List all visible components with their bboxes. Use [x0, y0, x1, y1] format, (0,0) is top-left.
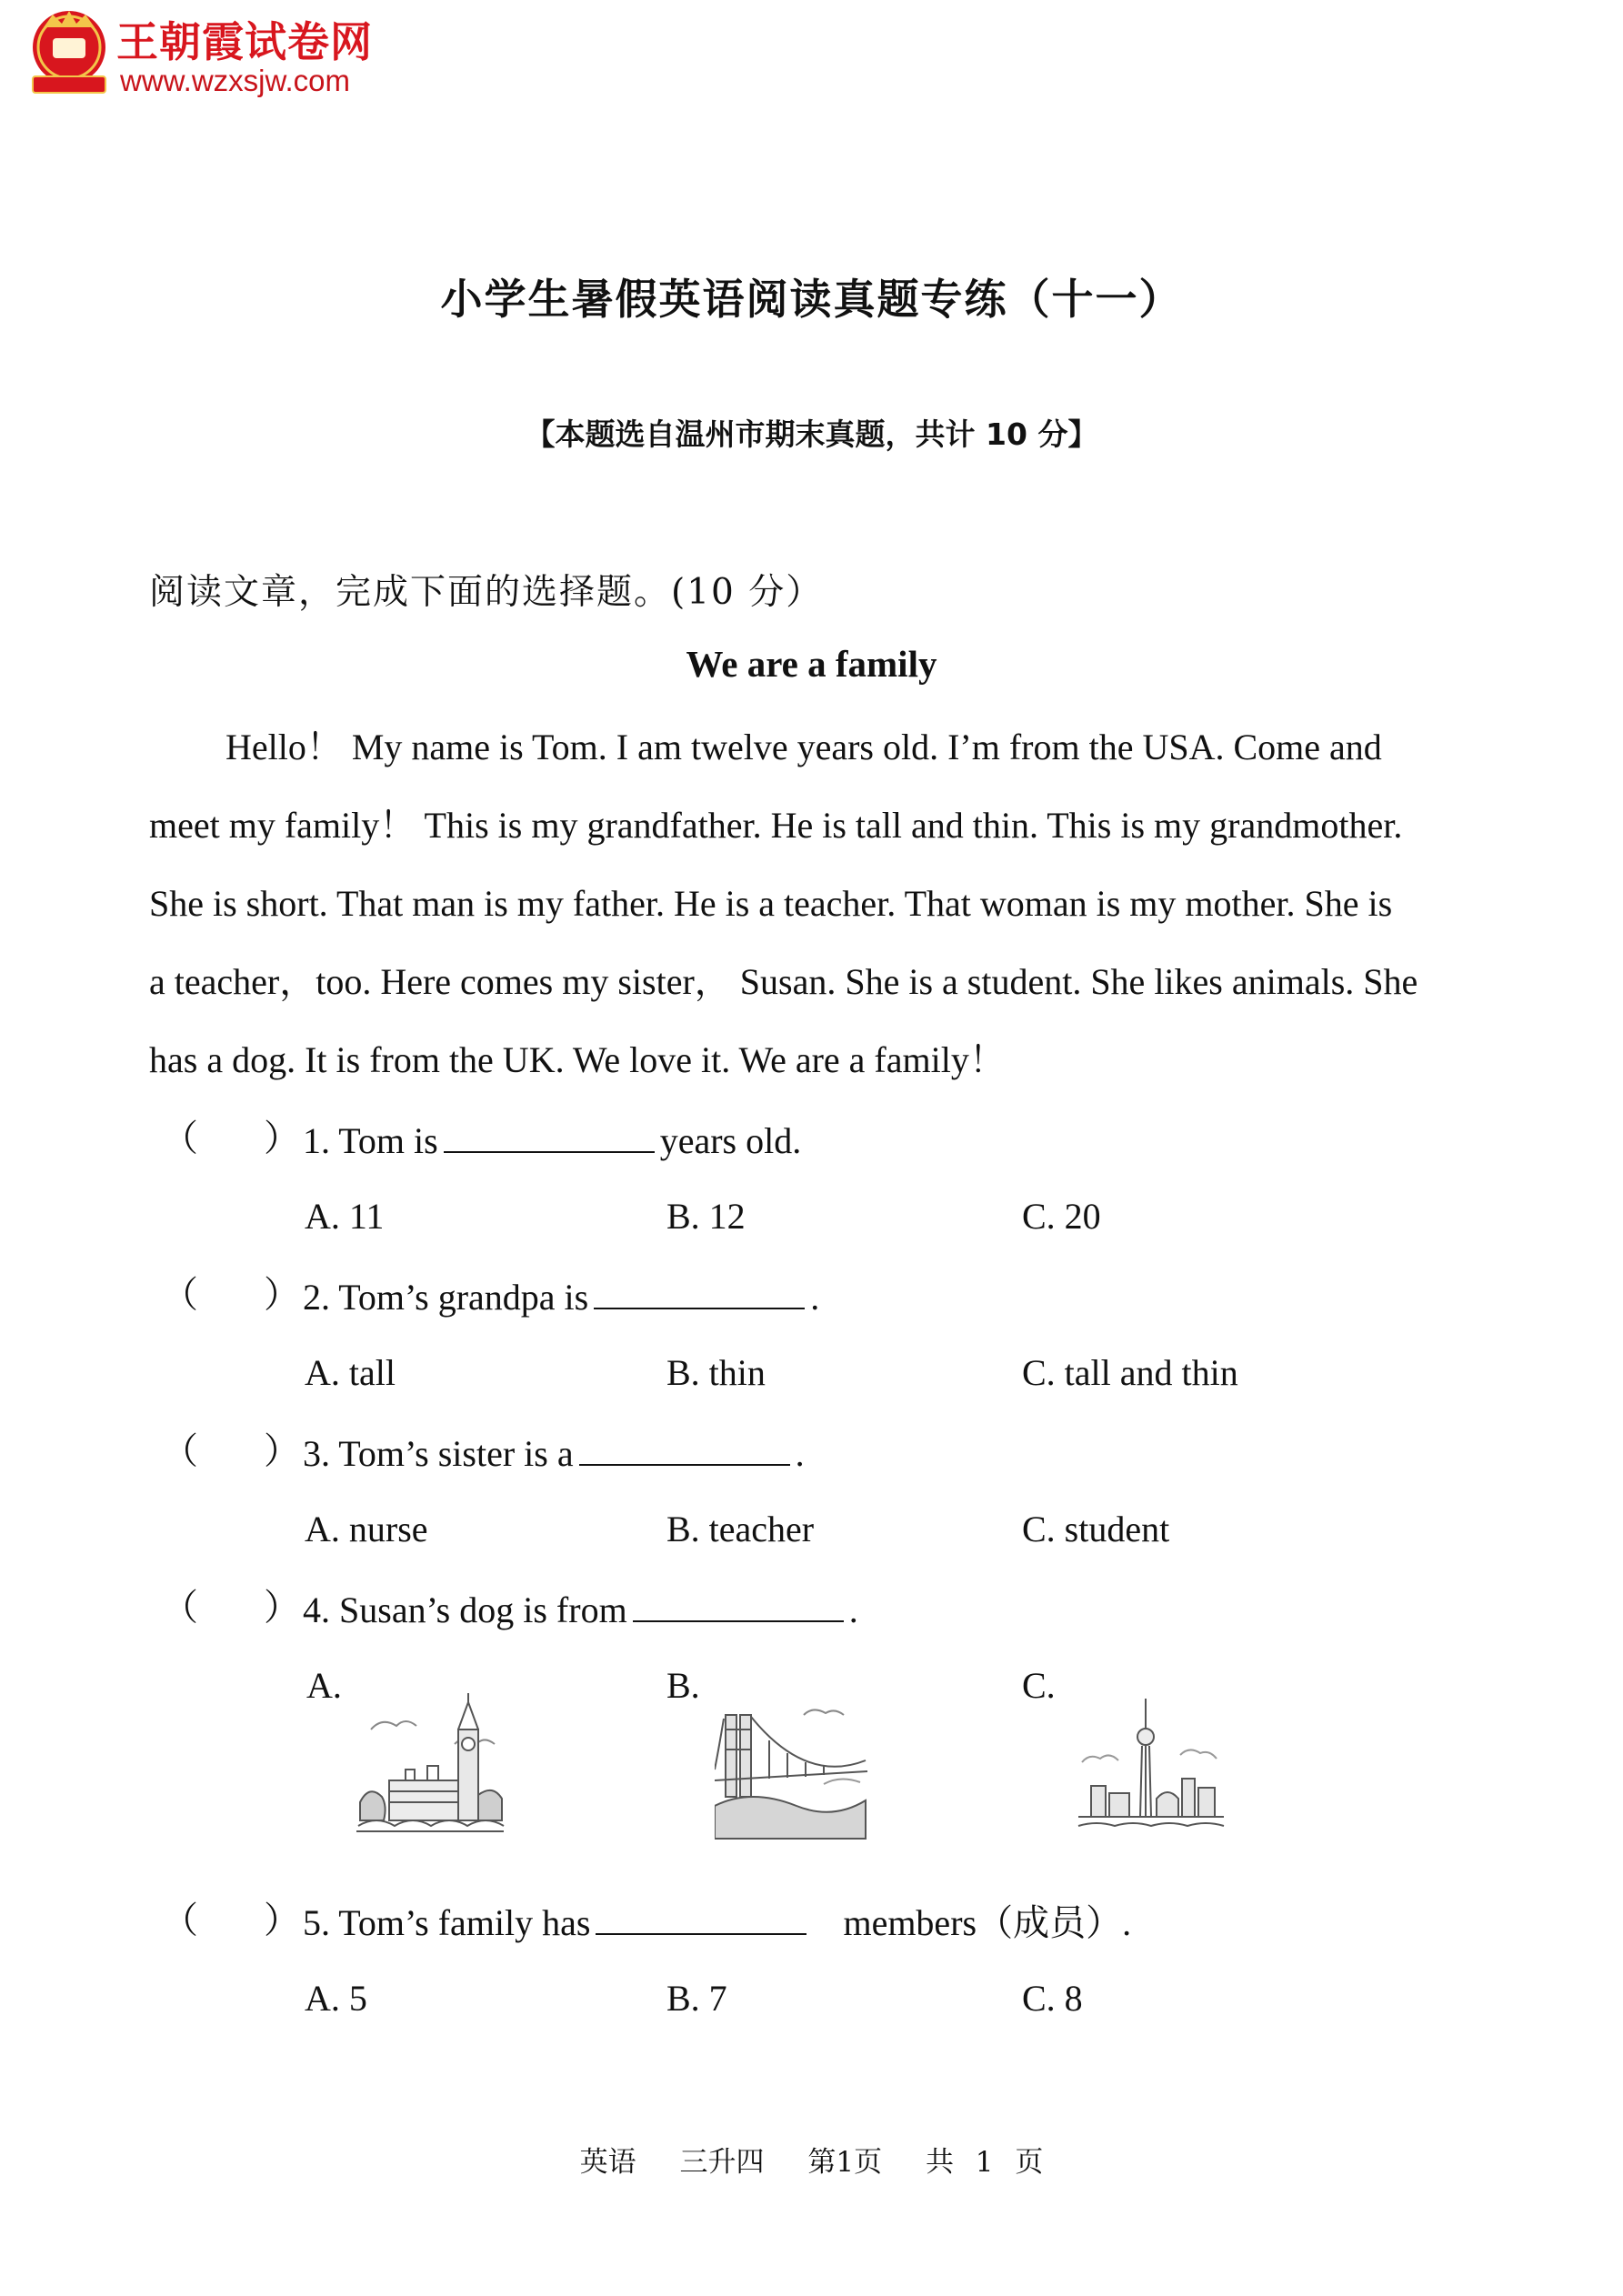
footer-page-total: 共 1 页 — [925, 2146, 1044, 2179]
question-tail: . — [848, 1589, 858, 1630]
option-a[interactable]: A. — [306, 1665, 342, 1706]
answer-paren-close: ） — [264, 1118, 300, 1158]
site-logo — [25, 7, 407, 105]
option-b[interactable]: B. teacher — [666, 1509, 815, 1549]
answer-paren-open: （ — [162, 1900, 198, 1940]
question-stem: 5. Tom’s family has — [303, 1902, 591, 1943]
page-footer — [0, 2139, 1623, 2180]
answer-paren-open: （ — [162, 1430, 198, 1471]
answer-paren-open: （ — [162, 1587, 198, 1628]
answer-paren-open: （ — [162, 1274, 198, 1315]
passage-line: meet my family！ This is my grandfather. He is tall and thin. This is my grandmother. — [149, 805, 1403, 846]
logo-badge-icon — [25, 7, 113, 98]
logo-title: 王朝霞试卷网 — [116, 17, 373, 66]
option-a[interactable]: A. tall — [305, 1352, 396, 1393]
question-tail: members（成员）. — [843, 1902, 1132, 1943]
footer-page-number: 第1页 — [807, 2146, 883, 2179]
option-b[interactable]: B. — [666, 1665, 700, 1706]
page-title: 小学生暑假英语阅读真题专练（十一） — [440, 275, 1183, 324]
instructions: 阅读文章，完成下面的选择题。(10 分） — [149, 572, 824, 613]
question-4 — [303, 1589, 858, 1629]
option-b[interactable]: B. 12 — [666, 1196, 746, 1237]
answer-paren-open: （ — [162, 1118, 198, 1158]
option-c[interactable]: C. 20 — [1022, 1196, 1101, 1237]
question-stem: 1. Tom is — [303, 1120, 438, 1161]
question-stem: 3. Tom’s sister is a — [303, 1433, 574, 1474]
answer-paren-close: ） — [264, 1900, 300, 1940]
option-a[interactable]: A. nurse — [305, 1509, 428, 1549]
option-b[interactable]: B. thin — [666, 1352, 766, 1393]
answer-blank[interactable] — [596, 1902, 806, 1935]
option-a[interactable]: A. 5 — [305, 1978, 367, 2019]
page-subtitle: 【本题选自温州市期末真题，共计 10 分】 — [525, 416, 1098, 452]
answer-paren-close: ） — [264, 1430, 300, 1471]
question-3 — [303, 1433, 805, 1472]
footer-subject: 英语 — [579, 2146, 636, 2179]
answer-blank[interactable] — [594, 1277, 805, 1309]
passage-line: Hello！ My name is Tom. I am twelve years old. I’m from the USA. Come and — [225, 727, 1382, 767]
question-1 — [303, 1120, 801, 1159]
question-tail: . — [810, 1277, 820, 1318]
passage-line: has a dog. It is from the UK. We love it. We are a family！ — [149, 1039, 1006, 1080]
option-a[interactable]: A. 11 — [305, 1196, 385, 1237]
footer-grade: 三升四 — [679, 2146, 765, 2179]
option-c[interactable]: C. 8 — [1022, 1978, 1083, 2019]
question-stem: 2. Tom’s grandpa is — [303, 1277, 589, 1318]
answer-blank[interactable] — [579, 1433, 790, 1466]
question-tail: years old. — [659, 1120, 802, 1161]
passage-line: a teacher，too. Here comes my sister， Susan. She is a student. She likes animals. She — [149, 961, 1418, 1002]
option-c[interactable]: C. — [1022, 1665, 1056, 1706]
question-tail: . — [795, 1433, 805, 1474]
passage-title: We are a family — [686, 643, 937, 685]
golden-gate-bridge-icon[interactable] — [715, 1697, 869, 1842]
option-c[interactable]: C. student — [1022, 1509, 1170, 1549]
answer-paren-close: ） — [264, 1274, 300, 1315]
answer-paren-close: ） — [264, 1587, 300, 1628]
big-ben-london-icon[interactable] — [353, 1693, 507, 1839]
logo-url[interactable]: www.wzxsjw.com — [120, 64, 351, 97]
question-5 — [303, 1902, 1131, 1941]
question-2 — [303, 1277, 819, 1316]
tv-tower-city-skyline-icon[interactable] — [1073, 1699, 1227, 1844]
answer-blank[interactable] — [633, 1589, 844, 1622]
question-stem: 4. Susan’s dog is from — [303, 1589, 627, 1630]
option-b[interactable]: B. 7 — [666, 1978, 727, 2019]
option-c[interactable]: C. tall and thin — [1022, 1352, 1238, 1393]
answer-blank[interactable] — [444, 1120, 655, 1153]
passage-line: She is short. That man is my father. He is a teacher. That woman is my mother. She is — [149, 883, 1393, 924]
